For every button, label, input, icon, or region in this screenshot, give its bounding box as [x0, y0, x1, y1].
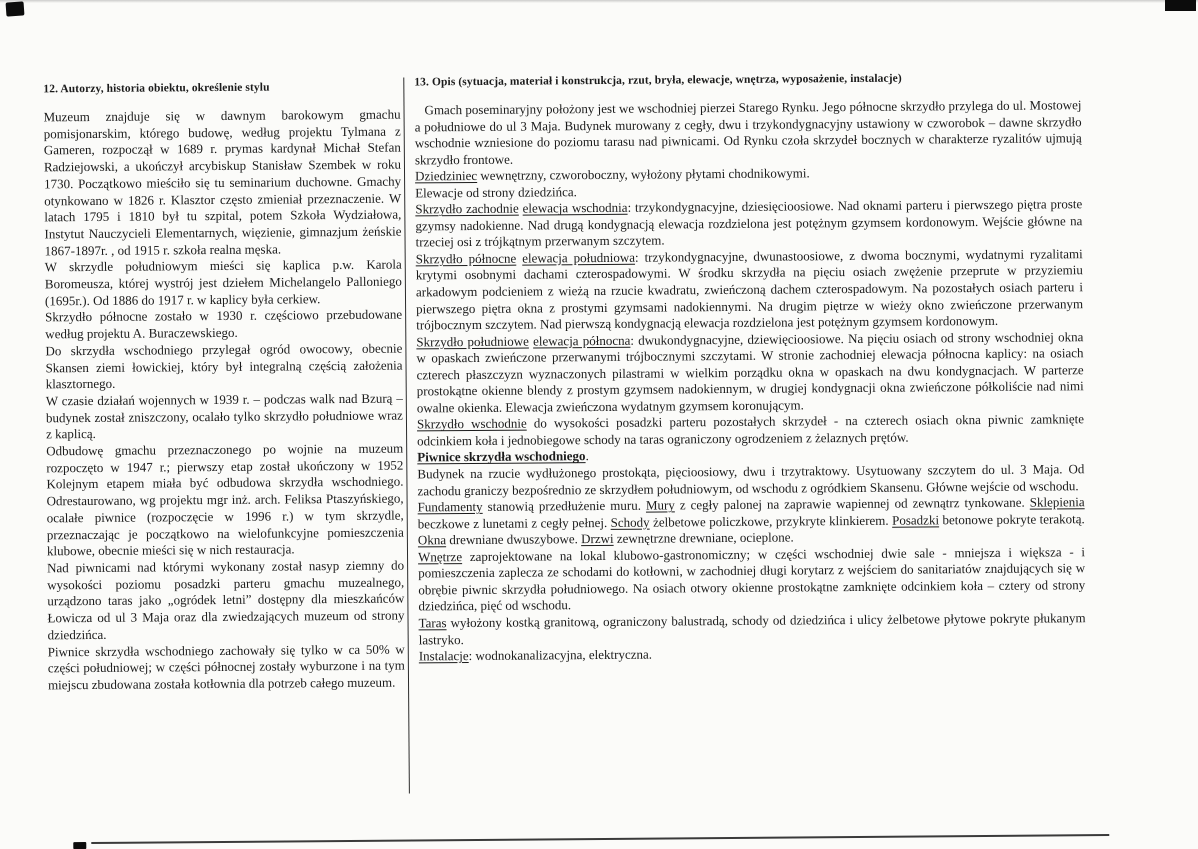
section-12-authors-history [43, 80, 405, 694]
paragraph [45, 340, 402, 393]
text-run: Gmach poseminaryjny położony jest we wschodniej pierzei Starego Rynku. Jego północne skrzydło przylega do ul. Mostowej a południowe do ul 3 Maja. Budynek murowany z cegły, dwu i trzykondygnacyjny ustawiony w czworobok – dawne skrzydło wschodnie wzniesione do poziomu tarasu nad piwnicami. Od Rynku czoła skrzydeł bocznych w charakterze ryzalitów ujmują skrzydło frontowe. [414, 97, 1082, 168]
paragraph [418, 544, 1085, 615]
text-run: żelbetowe policzkowe, przykryte klinkierem. [649, 512, 893, 530]
underlined-term: Skrzydło wschodnie [416, 415, 527, 432]
underlined-term: Skrzydło zachodnie [415, 200, 519, 217]
text-run: Do skrzydła wschodniego przylegał ogród owocowy, obecnie Skansen ziemi łowickiej, który był integralną częścią założenia klasztornego. [45, 340, 403, 392]
underlined-term: elewacja wschodnia [522, 200, 628, 216]
section-13-body [414, 97, 1085, 665]
text-run: W czasie działań wojennych w 1939 r. – podczas walk nad Bzurą – budynek został zniszczony, ocalało tylko skrzydło południowe wraz z kaplicą. [45, 390, 403, 442]
underlined-term: Schody [610, 514, 650, 530]
underlined-term: Piwnice skrzydła wschodniego [417, 448, 586, 465]
text-run: stanowią przedłużenie muru. [482, 497, 646, 515]
section-13-description [414, 70, 1086, 665]
text-run: z cegły palonej na zaprawie wapiennej od zewnątrz tynkowane. [674, 494, 1030, 513]
paragraph [415, 196, 1082, 251]
underlined-term: Mury [645, 497, 675, 513]
paragraph [48, 641, 405, 694]
underlined-term: Instalacje [418, 648, 469, 664]
text-run: Odbudowę gmachu przeznaczonego po wojnie na muzeum rozpoczęto w 1947 r.; pierwszy etap został ukończony w 1952 Kolejnym etapem miała być odbudowa skrzydła wschodniego. Odrestaurowano, wg projektu mgr inż. arch. Feliksa Ptaszyńskiego, ocalałe piwnice (rozpoczęcie w 1996 r.) w tym skrzydle, przeznaczając je początkowo na wielofunkcyjne pomieszczenia klubowe, obecnie mieści się w nich restauracja. [46, 440, 404, 559]
text-run: : wodnokanalizacyjna, elektryczna. [468, 646, 653, 664]
paragraph [414, 97, 1081, 168]
text-run: wyłożony kostką granitową, ograniczony balustradą, schody od dziedzińca i ulicy żelbetowe płytowe pokryte płukanym lastryko. [418, 610, 1086, 647]
underlined-term: Dziedziniec [414, 168, 478, 184]
paragraph [416, 329, 1084, 417]
text-run: Piwnice skrzydła wschodniego zachowały się tylko w ca 50% w części południowej; w części północnej zostały wyburzone i na tym miejscu zbudowana została kotłownia dla potrzeb całego muzeum. [47, 641, 405, 693]
underlined-term: Fundamenty [417, 499, 483, 515]
paragraph [46, 390, 403, 443]
paragraph [46, 441, 404, 561]
text-run: Nad piwnicami nad którymi wykonany został nasyp ziemny do wysokości poziomu posadzki parteru gmachu muzealnego, urządzono taras jako „ogródek letni” dostępny dla mieszkańców Łowicza od ul 3 Maja oraz dla zwiedzających muzeum od strony dziedzińca. [47, 557, 405, 643]
underlined-term: elewacja północna [533, 332, 631, 349]
underlined-term: Posadzki [892, 512, 940, 528]
underlined-term: Drzwi [581, 531, 614, 547]
text-run: Muzeum znajduje się w dawnym barokowym gmachu pomisjonarskim, którego budowę, według projektu Tylmana z Gameren, rozpoczął w 1689 r. prymas kardynał Michał Stefan Radziejowski, a ukończył arcybiskup Stanisław Szembek w roku 1730. Początkowo mieściło się tu seminarium duchowne. Gmachy otynkowano w 1826 r. Klasztor często zmieniał przeznaczenie. W latach 1795 i 1810 był tu szpital, potem Szkoła Wydziałowa, Instytut Nauczycieli Elementarnych, więzienie, gimnazjum żeńskie 1867-1897r. , od 1915 r. szkoła realna męska. [43, 106, 402, 258]
paragraph [418, 494, 1085, 549]
paragraph [418, 610, 1085, 648]
text-run: Skrzydło północne zostało w 1930 r. częściowo przebudowane według projektu A. Buraczewskiego. [45, 306, 403, 342]
paragraph [45, 257, 402, 310]
underlined-term: elewacja południowa [522, 249, 636, 266]
paragraph [44, 107, 402, 260]
text-run: Elewacje od strony dziedzińca. [415, 183, 577, 201]
section-12-body [44, 107, 406, 694]
underlined-term: Okna [417, 532, 447, 548]
paragraph [45, 307, 402, 343]
paragraph [417, 461, 1084, 499]
underlined-term: Sklepienia [1029, 494, 1085, 510]
paragraph [47, 558, 405, 644]
section-12-heading: 12. Autorzy, historia obiektu, określenie stylu [43, 81, 270, 96]
text-run: zaprojektowane na lokal klubowo-gastronomiczny; w części wschodniej dwie sale - mniejsza i większa - i pomieszczenia zaplecza ze schodami do kotłowni, w zachodniej długi korytarz z wejściem do sanitariatów znajdujących się w obrębie piwnic skrzydła południowego. Na osiach otwory okienne prostokątne zamknięte odcinkiem koła – cztery od strony dziedzińca, pięć od wschodu. [418, 543, 1086, 614]
text-run: Budynek na rzucie wydłużonego prostokąta, pięcioosiowy, dwu i trzytraktowy. Usytuowany szczytem do ul. 3 Maja. Od zachodu graniczy bezpośrednio ze skrzydłem południowym, od wschodu z ogródkiem Skansenu. Główne wejście od wschodu. [417, 461, 1085, 499]
underlined-term: Wnętrze [417, 548, 463, 565]
underlined-term: Taras [418, 615, 447, 631]
text-run: zewnętrzne drewniane, ocieplone. [613, 529, 794, 547]
text-run: : dwukondygnacyjne, dziewięcioosiowe. Na pięciu osiach od strony wschodniej okna w opaskach zwieńczone przerwanymi trójbocznymi szczytami. W stronie zachodniej elewacja północna kaplicy: na osiach czterech płaszczyzn wyznaczonych pilastrami w wielkim porządku okna w opaskach na dwu kondygnacjach. W parterze prostokątne okienne blendy z prostym gzymsem nadokiennym, w drugiej kondygnacji okna zwieńczone półkoliście nad nimi owalne okienka. Elewacja zwieńczona wydatnym gzymsem koronującym. [416, 328, 1084, 416]
text-run: : trzykondygnacyjne, dziesięcioosiowe. Nad oknami parteru i pierwszego piętra proste gzymsy nadokienne. Nad drugą kondygnacją elewacja rozdzielona jest potężnym gzymsem kordonowym. Wejście główne na trzeciej osi z trójkątnym przerwanym szczytem. [415, 196, 1083, 250]
text-run: betonowe pokryte terakotą. [938, 510, 1085, 528]
text-run: . [585, 448, 589, 464]
text-run: W skrzydle południowym mieści się kaplica p.w. Karola Boromeusza, której wystrój jest dziełem Michelangelo Palloniego (1695r.). Od 1886 do 1917 r. w kaplicy była cerkiew. [44, 256, 402, 309]
text-run: : trzykondygnacyjne, dwunastoosiowe, z dwoma bocznymi, wydatnymi ryzalitami krytymi osobnymi dachami czterospadowymi. W środku skrzydła na pięciu osiach zwężenie przeprute w przyziemiu arkadowym podcieniem z wieżą na rzucie kwadratu, zwieńczoną dachem czterospadowym. Na pozostałych osiach parteru i pierwszego piętra okna z prostymi gzymsami nadokiennymi. Na drugim piętrze w wieży okno zwieńczone przerwanym trójbocznym szczytem. Nad pierwszą kondygnacją elewacja rozdzielona jest potężnym gzymsem kordonowym. [415, 246, 1084, 333]
underlined-term: Skrzydło północne [415, 250, 517, 267]
paragraph [416, 246, 1084, 334]
scan-mark-bottom-left [73, 842, 86, 849]
text-run: drewniane dwuszybowe. [446, 531, 582, 548]
underlined-term: Skrzydło południowe [416, 333, 529, 350]
text-run: do wysokości posadzki parteru pozostałych skrzydeł - na czterech osiach okna piwnic zamknięte odcinkiem koła i jednobiegowe schody na taras ograniczony ogrodzeniem z żelaznych prętów. [417, 411, 1085, 449]
text-run: wewnętrzny, czworoboczny, wyłożony płytami chodnikowymi. [477, 165, 810, 184]
section-13-heading: 13. Opis (sytuacja, materiał i konstrukcja, rzut, bryła, elewacje, wnętrza, wyposażenie, instalacje) [414, 72, 902, 89]
text-run: beczkowe z lunetami z cegły pełnej. [417, 514, 611, 532]
bottom-rule-line [91, 834, 1109, 843]
paragraph [417, 412, 1084, 450]
